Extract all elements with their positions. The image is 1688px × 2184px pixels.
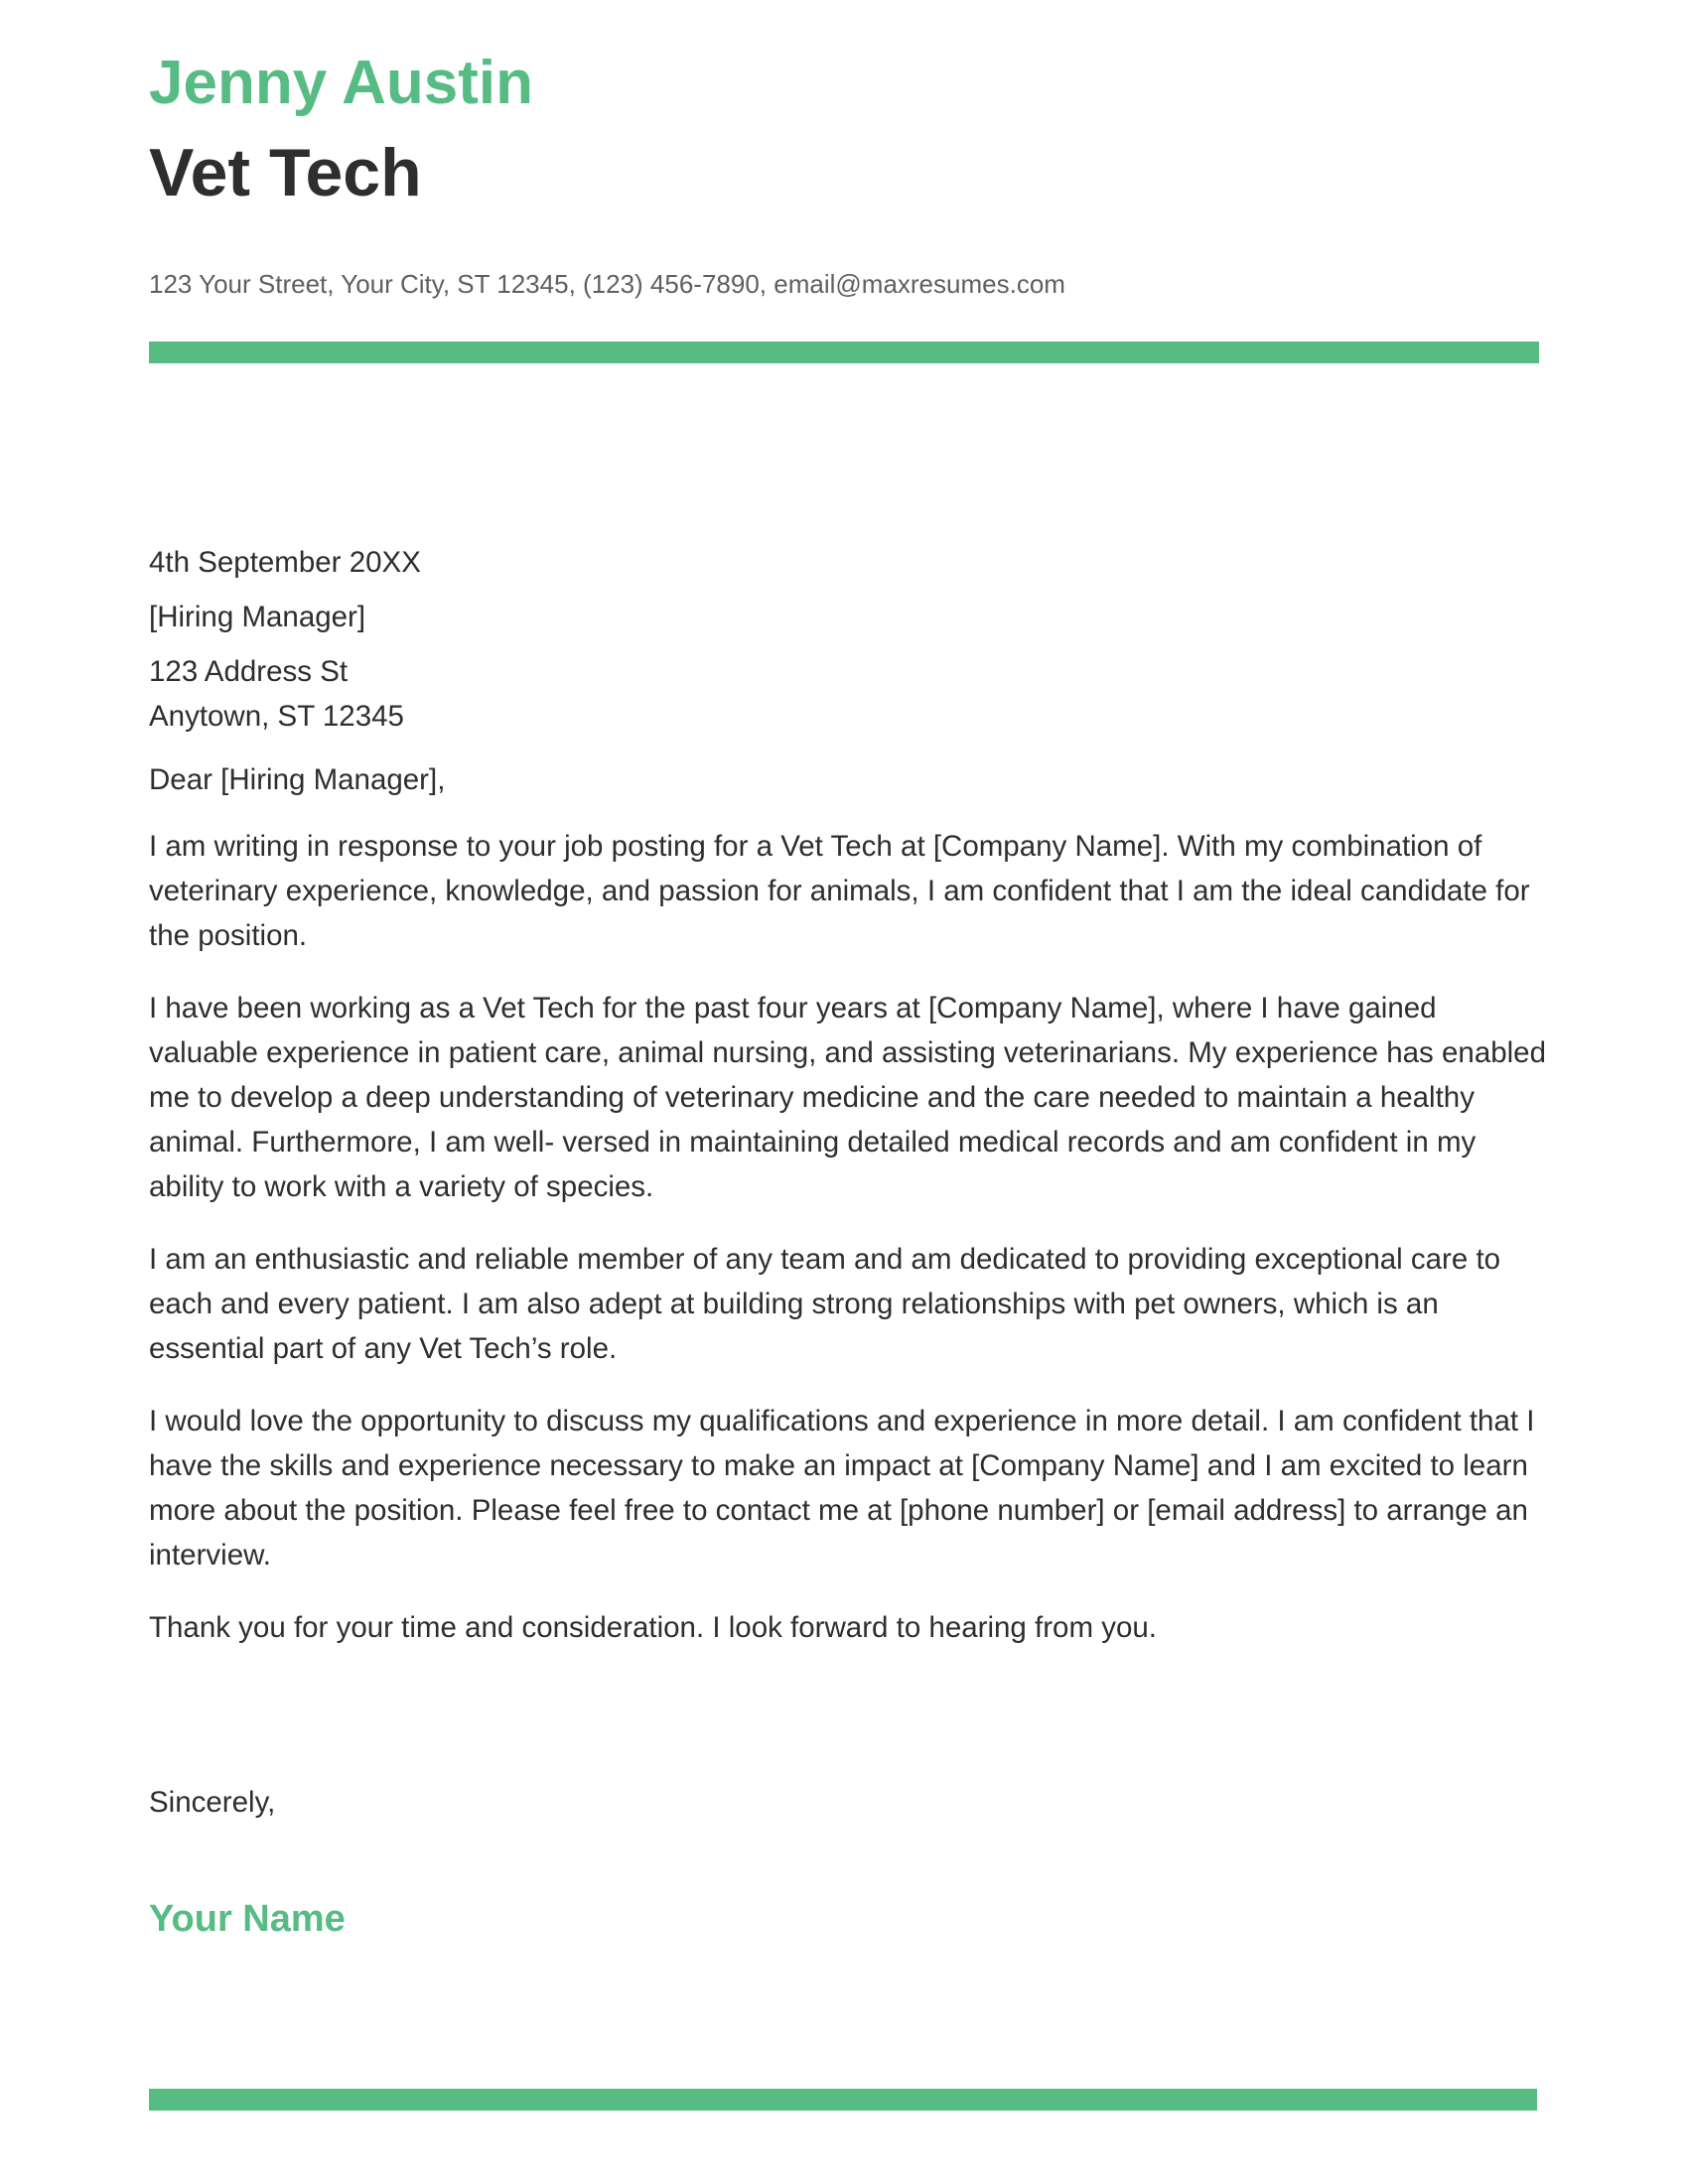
closing-spacer: [149, 1678, 1549, 1780]
letter-date: 4th September 20XX: [149, 546, 421, 579]
closing: Sincerely,: [149, 1786, 276, 1819]
paragraph-experience: I have been working as a Vet Tech for the past four years at [Company Name], where I have gained valuable experience in patient care, animal nursing, and assisting veterinarians. My experience has enabled me to develop a deep understanding of veterinary medicine and the care needed to maintain a healthy animal. Furthermore, I am well- versed in maintaining detailed medical records and am confident in my ability to work with a variety of species.: [149, 992, 1546, 1203]
address-line-2: Anytown, ST 12345: [149, 700, 404, 733]
paragraph-intro: I am writing in response to your job posting for a Vet Tech at [Company Name]. With my combination of veterinary experience, knowledge, and passion for animals, I am confident that I am the ideal candidate for the position.: [149, 830, 1530, 952]
address-line-1: 123 Address St: [149, 655, 349, 688]
letter-body: [149, 540, 1549, 1825]
paragraph-qualities: I am an enthusiastic and reliable member of any team and am dedicated to providing exceptional care to each and every patient. I am also adept at building strong relationships with pet owners, which is an essential part of any Vet Tech’s role.: [149, 1243, 1501, 1365]
signature-name: Your Name: [149, 1898, 346, 1940]
header-divider: [149, 341, 1539, 363]
applicant-name: Jenny Austin: [149, 49, 533, 117]
recipient-name: [Hiring Manager]: [149, 601, 366, 633]
salutation: Dear [Hiring Manager],: [149, 763, 446, 796]
job-title: Vet Tech: [149, 135, 422, 210]
paragraph-interview: I would love the opportunity to discuss my qualifications and experience in more detail. I am confident that I have the skills and experience necessary to make an impact at [Company Name] and I am excited to learn more about the position. Please feel free to contact me at [phone number] or [email address] to arrange an interview.: [149, 1405, 1535, 1571]
footer-divider: [149, 2089, 1537, 2111]
recipient-address: [149, 649, 1549, 739]
paragraph-thanks: Thank you for your time and consideration. I look forward to hearing from you.: [149, 1611, 1157, 1644]
contact-info: 123 Your Street, Your City, ST 12345, (123) 456-7890, email@maxresumes.com: [149, 269, 1065, 299]
